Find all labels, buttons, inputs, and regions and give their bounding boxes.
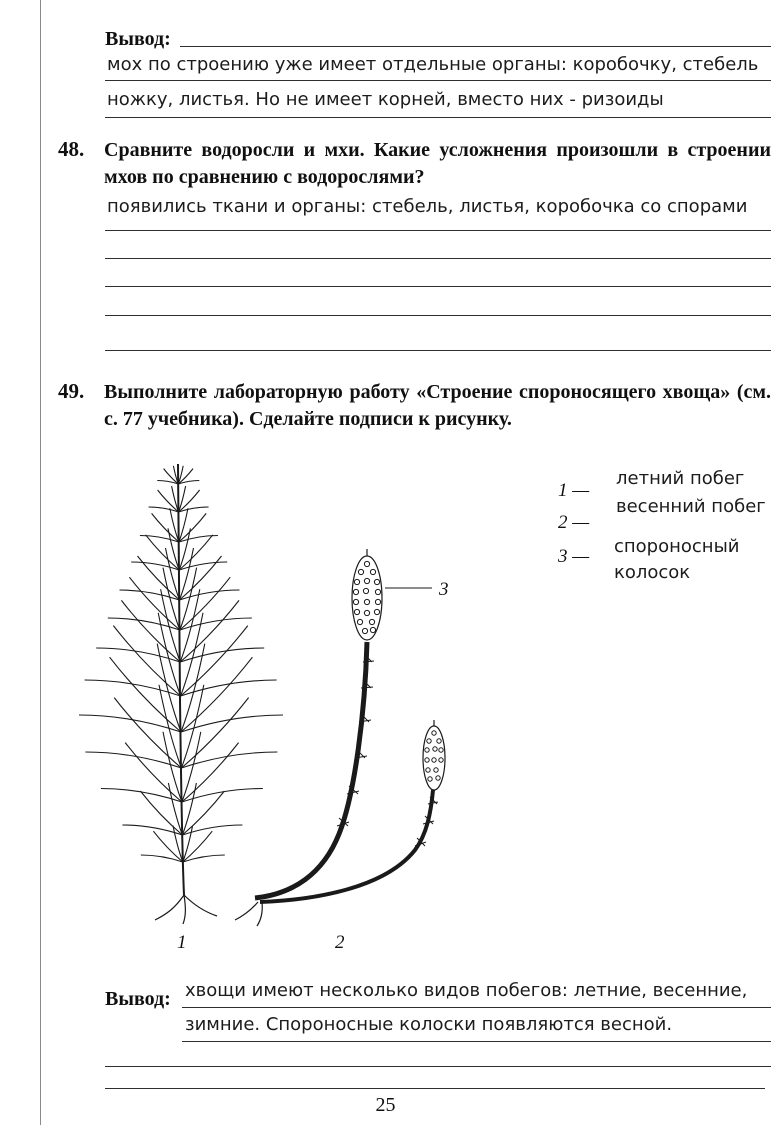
question-49-text: Выполните лабораторную работу «Строение спороносящего хвоща» (см. с. 77 учебника). Сделайте подписи к рисунку. xyxy=(104,381,771,430)
figure-legend xyxy=(558,466,768,606)
figure-spring-shoot xyxy=(235,549,445,926)
spore-cone-icon xyxy=(352,549,382,640)
answer-line xyxy=(105,350,771,351)
question-48-text: Сравните водоросли и мхи. Какие усложнения произошли в строении мхов по сравнению с водорослями? xyxy=(104,139,771,188)
answer-line xyxy=(182,1007,771,1008)
bottom-conclusion-line1: хвощи имеют несколько видов побегов: летние, весенние, xyxy=(185,980,748,1001)
answer-line xyxy=(105,315,771,316)
answer-line xyxy=(182,1041,771,1042)
page-number: 25 xyxy=(375,1094,396,1116)
figure-label-2: 2 xyxy=(335,932,345,953)
answer-line xyxy=(105,286,771,287)
legend-num-3: 3 — xyxy=(558,546,590,567)
answer-line xyxy=(105,1088,765,1089)
answer-line xyxy=(180,46,771,47)
legend-text-3: спороносный колосок xyxy=(614,536,740,583)
answer-line xyxy=(105,230,771,231)
top-conclusion-answer-line1: мох по строению уже имеет отдельные органы: коробочку, стебель xyxy=(107,54,759,75)
horsetail-figure xyxy=(55,450,540,960)
figure-label-1: 1 xyxy=(177,932,187,953)
bottom-conclusion-label: Вывод: xyxy=(105,988,171,1010)
question-49-number: 49. xyxy=(58,379,85,403)
figure-summer-shoot xyxy=(79,464,283,924)
top-conclusion-label: Вывод: xyxy=(105,28,171,50)
question-48-number: 48. xyxy=(58,137,85,161)
legend-text-1: летний побег xyxy=(616,468,745,489)
top-conclusion-answer-line2: ножку, листья. Но не имеет корней, вместо них - ризоиды xyxy=(107,89,664,110)
bottom-conclusion-line2: зимние. Спороносные колоски появляются весной. xyxy=(185,1014,673,1035)
spore-cone-small-icon xyxy=(423,720,445,790)
question-48-answer: появились ткани и органы: стебель, листья, коробочка со спорами xyxy=(107,196,748,217)
legend-num-2: 2 — xyxy=(558,512,590,533)
margin-rule xyxy=(40,0,41,1125)
answer-line xyxy=(105,117,771,118)
answer-line xyxy=(105,1066,771,1067)
legend-num-1: 1 — xyxy=(558,480,590,501)
figure-label-3: 3 xyxy=(439,579,449,600)
answer-line xyxy=(105,258,771,259)
legend-text-2: весенний побег xyxy=(616,496,766,517)
answer-line xyxy=(105,80,771,81)
